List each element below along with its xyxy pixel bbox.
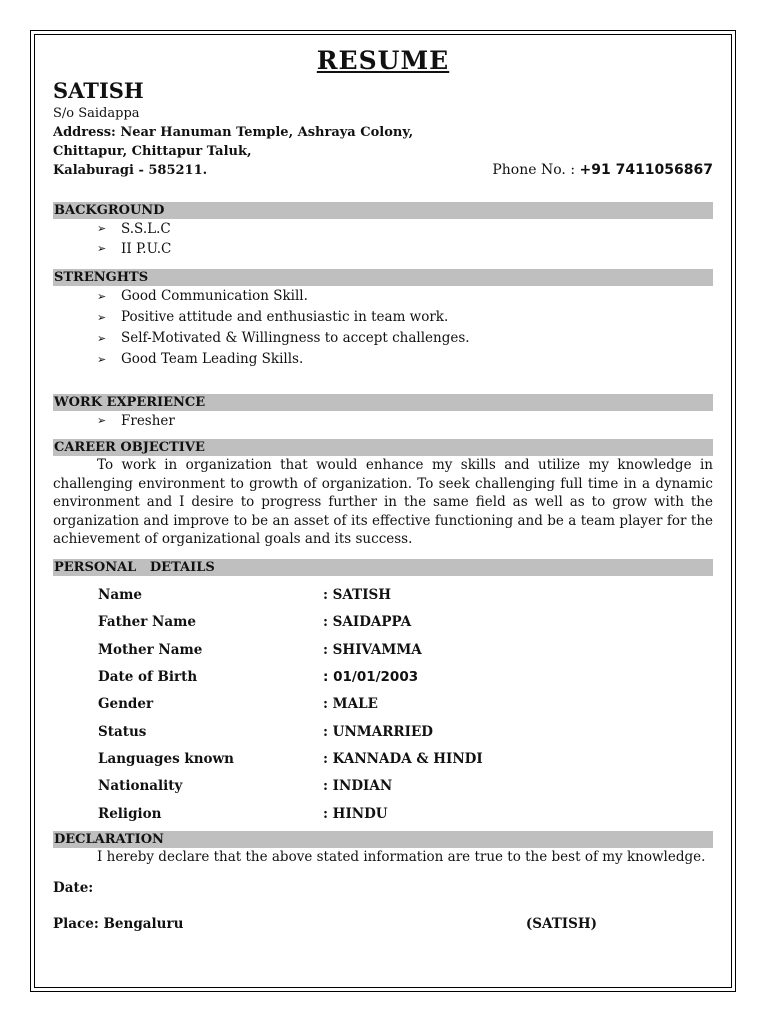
- arrow-bullet-icon: ➢: [97, 222, 107, 235]
- arrow-bullet-icon: ➢: [97, 242, 107, 255]
- document-title: RESUME: [316, 46, 450, 75]
- relation-line: S/o Saidappa: [53, 106, 140, 121]
- arrow-bullet-icon: ➢: [97, 290, 107, 303]
- list-item: ➢ Positive attitude and enthusiastic in team work.: [97, 307, 713, 328]
- signature-row: [53, 916, 713, 932]
- signature-name: (SATISH): [525, 915, 597, 932]
- table-row: Mother Name : SHIVAMMA: [98, 641, 422, 658]
- place-label: Place: Bengaluru: [53, 915, 184, 932]
- table-row: Father Name : SAIDAPPA: [98, 614, 412, 631]
- background-heading: BACKGROUND: [53, 202, 713, 219]
- arrow-bullet-icon: ➢: [97, 311, 107, 324]
- address-phone-row: [53, 161, 713, 180]
- address-line-3: Kalaburagi - 585211.: [53, 163, 208, 178]
- personal-details-table: [98, 582, 483, 828]
- candidate-name: SATISH: [53, 78, 144, 103]
- work-experience-list: [53, 411, 713, 431]
- career-objective-text: To work in organization that would enhance my skills and utilize my knowledge in challenging environment to growth of organization. To seek challenging full time in a dynamic environment and I desire to progress further in the same field as well as to grow with the organization and improve to be an asset of its effective functioning and be a team player for the achievement of organizational goals and its success.: [53, 457, 713, 547]
- personal-details-heading: PERSONAL DETAILS: [53, 559, 713, 576]
- declaration-text: I hereby declare that the above stated information are true to the best of my knowledge.: [97, 849, 706, 866]
- address-line-1: Address: Near Hanuman Temple, Ashraya Colony,: [53, 125, 414, 140]
- list-item: ➢ Self-Motivated & Willingness to accept challenges.: [97, 328, 713, 349]
- list-item: ➢ Good Communication Skill.: [97, 286, 713, 307]
- table-row: Religion : HINDU: [98, 805, 388, 822]
- phone-label: Phone No. :: [492, 162, 580, 178]
- list-item: ➢ Good Team Leading Skills.: [97, 349, 713, 370]
- strengths-list: [53, 286, 713, 370]
- date-label: Date:: [53, 879, 94, 896]
- arrow-bullet-icon: ➢: [97, 353, 107, 366]
- list-item: ➢ Fresher: [97, 413, 175, 429]
- list-item: ➢ S.S.L.C: [97, 221, 171, 237]
- background-list: [53, 219, 713, 259]
- table-row: Status : UNMARRIED: [98, 723, 433, 740]
- strengths-heading: STRENGHTS: [53, 269, 713, 286]
- phone: [492, 161, 713, 180]
- table-row: Languages known : KANNADA & HINDI: [98, 750, 483, 767]
- table-row: Gender : MALE: [98, 696, 378, 713]
- list-item: ➢ II P.U.C: [97, 241, 172, 257]
- table-row: Nationality : INDIAN: [98, 778, 393, 795]
- arrow-bullet-icon: ➢: [97, 332, 107, 345]
- resume-content: [53, 44, 713, 932]
- table-row: Date of Birth : 01/01/2003: [98, 669, 419, 686]
- arrow-bullet-icon: ➢: [97, 414, 107, 427]
- address-line-2: Chittapur, Chittapur Taluk,: [53, 144, 252, 159]
- declaration-heading: DECLARATION: [53, 831, 713, 848]
- table-row: Name : SATISH: [98, 587, 392, 604]
- phone-value: +91 7411056867: [579, 162, 713, 178]
- career-objective-heading: CAREER OBJECTIVE: [53, 439, 713, 456]
- work-experience-heading: WORK EXPERIENCE: [53, 394, 713, 411]
